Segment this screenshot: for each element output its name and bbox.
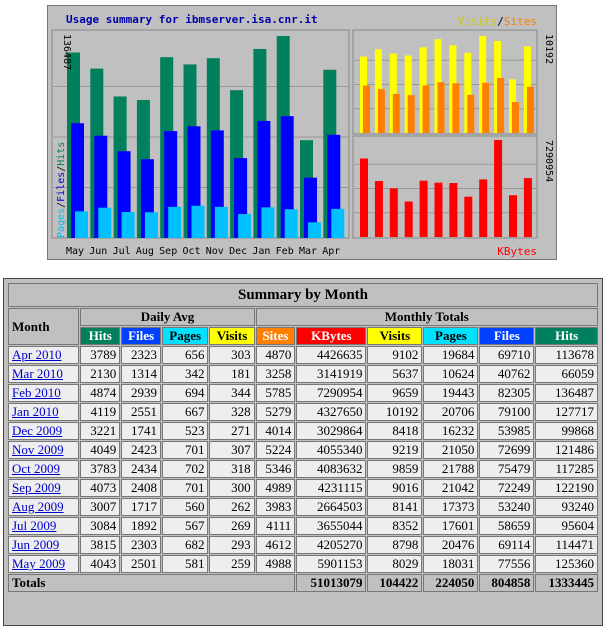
main-axis-max-label: 136487: [61, 34, 72, 71]
main-legend: Pages/Files/Hits: [56, 141, 67, 238]
value-cell: 7290954: [296, 384, 366, 402]
table-row: [8, 460, 598, 478]
month-cell: [8, 441, 79, 459]
value-cell: 8798: [367, 536, 422, 554]
value-cell: 701: [162, 441, 209, 459]
value-cell: 21050: [423, 441, 478, 459]
value-cell: 9859: [367, 460, 422, 478]
value-cell: 5637: [367, 365, 422, 383]
value-cell: 3141919: [296, 365, 366, 383]
value-cell: 2434: [121, 460, 161, 478]
value-cell: 4327650: [296, 403, 366, 421]
value-cell: 682: [162, 536, 209, 554]
legend-sites: Sites: [503, 15, 537, 28]
month-link[interactable]: Apr 2010: [12, 347, 62, 362]
value-cell: 117285: [535, 460, 598, 478]
daily-avg-header: Daily Avg: [80, 308, 254, 326]
visits-sites-legend: Visits/Sites: [457, 15, 537, 28]
bar-kbytes-jun: [375, 181, 383, 237]
value-cell: 8141: [367, 498, 422, 516]
table-row: [8, 479, 598, 497]
value-cell: 8418: [367, 422, 422, 440]
value-cell: 99868: [535, 422, 598, 440]
value-cell: 567: [162, 517, 209, 535]
value-cell: 4043: [80, 555, 120, 573]
bar-kbytes-aug: [405, 202, 413, 237]
value-cell: 19684: [423, 346, 478, 364]
value-cell: 4119: [80, 403, 120, 421]
col-header-monthly-pages: Pages: [423, 327, 478, 345]
month-cell: [8, 384, 79, 402]
value-cell: 2323: [121, 346, 161, 364]
value-cell: 82305: [479, 384, 534, 402]
value-cell: 300: [209, 479, 254, 497]
legend-files: Files: [56, 171, 67, 202]
bar-sites-mar: [512, 102, 519, 133]
table-row: [8, 365, 598, 383]
value-cell: 4049: [80, 441, 120, 459]
value-cell: 4426635: [296, 346, 366, 364]
value-cell: 4073: [80, 479, 120, 497]
bar-pages-aug: [145, 212, 158, 238]
x-tick-label: Oct: [182, 246, 201, 257]
x-tick-label: Apr: [322, 246, 341, 257]
value-cell: 9659: [367, 384, 422, 402]
table-row: [8, 384, 598, 402]
col-header-daily-pages: Pages: [162, 327, 209, 345]
x-tick-label: Feb: [275, 246, 294, 257]
value-cell: 93240: [535, 498, 598, 516]
month-cell: [8, 365, 79, 383]
month-link[interactable]: Aug 2009: [12, 499, 64, 514]
bar-pages-apr: [331, 209, 344, 238]
value-cell: 125360: [535, 555, 598, 573]
value-cell: 3029864: [296, 422, 366, 440]
bar-sites-oct: [438, 82, 445, 133]
legend-pages: Pages: [56, 207, 67, 238]
total-pages: 224050: [423, 574, 478, 592]
value-cell: 3983: [256, 498, 296, 516]
value-cell: 3789: [80, 346, 120, 364]
value-cell: 3655044: [296, 517, 366, 535]
table-row: [8, 517, 598, 535]
month-link[interactable]: May 2009: [12, 556, 66, 571]
table-body: [8, 346, 598, 573]
value-cell: 5224: [256, 441, 296, 459]
value-cell: 4014: [256, 422, 296, 440]
value-cell: 58659: [479, 517, 534, 535]
table-title: Summary by Month: [8, 283, 598, 307]
bar-kbytes-sep: [420, 181, 428, 237]
col-header-daily-visits: Visits: [209, 327, 254, 345]
value-cell: 271: [209, 422, 254, 440]
usage-chart-svg: [48, 6, 556, 259]
value-cell: 4988: [256, 555, 296, 573]
value-cell: 3007: [80, 498, 120, 516]
x-tick-label: Jan: [252, 246, 271, 257]
value-cell: 122190: [535, 479, 598, 497]
value-cell: 75479: [479, 460, 534, 478]
value-cell: 136487: [535, 384, 598, 402]
value-cell: 69114: [479, 536, 534, 554]
value-cell: 2303: [121, 536, 161, 554]
value-cell: 127717: [535, 403, 598, 421]
value-cell: 4870: [256, 346, 296, 364]
bar-kbytes-feb: [494, 140, 502, 237]
month-header: Month: [8, 308, 79, 345]
month-cell: [8, 536, 79, 554]
legend-hits: Hits: [56, 141, 67, 166]
table-row: [8, 498, 598, 516]
x-tick-label: Nov: [205, 246, 224, 257]
bar-sites-feb: [497, 78, 504, 133]
value-cell: 53240: [479, 498, 534, 516]
bar-sites-dec: [467, 95, 474, 133]
value-cell: 328: [209, 403, 254, 421]
value-cell: 72249: [479, 479, 534, 497]
month-link[interactable]: Nov 2009: [12, 442, 64, 457]
value-cell: 72699: [479, 441, 534, 459]
total-files: 804858: [479, 574, 534, 592]
bar-sites-jul: [393, 94, 400, 133]
col-header-daily-files: Files: [121, 327, 161, 345]
value-cell: 121486: [535, 441, 598, 459]
bar-kbytes-jul: [390, 188, 398, 237]
bar-kbytes-apr: [524, 178, 532, 237]
value-cell: 9219: [367, 441, 422, 459]
month-link[interactable]: Dec 2009: [12, 423, 63, 438]
month-cell: [8, 422, 79, 440]
value-cell: 5785: [256, 384, 296, 402]
value-cell: 9016: [367, 479, 422, 497]
month-link[interactable]: Feb 2010: [12, 385, 61, 400]
chart-title: Usage summary for ibmserver.isa.cnr.it: [66, 13, 318, 26]
value-cell: 17373: [423, 498, 478, 516]
value-cell: 4874: [80, 384, 120, 402]
value-cell: 4231115: [296, 479, 366, 497]
value-cell: 10192: [367, 403, 422, 421]
month-cell: [8, 479, 79, 497]
value-cell: 3783: [80, 460, 120, 478]
x-tick-label: Jul: [112, 246, 131, 257]
bar-pages-jan: [261, 207, 274, 238]
value-cell: 523: [162, 422, 209, 440]
value-cell: 10624: [423, 365, 478, 383]
month-link[interactable]: Jan 2010: [12, 404, 59, 419]
table-row: [8, 403, 598, 421]
value-cell: 262: [209, 498, 254, 516]
value-cell: 4111: [256, 517, 296, 535]
bar-pages-oct: [192, 206, 205, 238]
bar-sites-nov: [452, 83, 459, 133]
kbytes-axis-max-label: 7290954: [543, 140, 554, 183]
bar-kbytes-oct: [435, 183, 443, 237]
value-cell: 318: [209, 460, 254, 478]
col-header-monthly-visits: Visits: [367, 327, 422, 345]
value-cell: 17601: [423, 517, 478, 535]
bar-sites-sep: [423, 86, 430, 133]
month-link[interactable]: Jul 2009: [12, 518, 57, 533]
value-cell: 113678: [535, 346, 598, 364]
bar-pages-nov: [215, 207, 228, 238]
value-cell: 79100: [479, 403, 534, 421]
value-cell: 66059: [535, 365, 598, 383]
month-cell: [8, 498, 79, 516]
col-header-monthly-sites: Sites: [256, 327, 296, 345]
value-cell: 656: [162, 346, 209, 364]
month-cell: [8, 517, 79, 535]
value-cell: 269: [209, 517, 254, 535]
value-cell: 16232: [423, 422, 478, 440]
month-cell: [8, 460, 79, 478]
bar-kbytes-dec: [464, 197, 472, 237]
bar-sites-may: [363, 86, 370, 133]
value-cell: 694: [162, 384, 209, 402]
value-cell: 5901153: [296, 555, 366, 573]
value-cell: 4055340: [296, 441, 366, 459]
value-cell: 4205270: [296, 536, 366, 554]
summary-table: [7, 282, 599, 593]
value-cell: 2551: [121, 403, 161, 421]
value-cell: 702: [162, 460, 209, 478]
value-cell: 293: [209, 536, 254, 554]
value-cell: 581: [162, 555, 209, 573]
bar-sites-apr: [527, 87, 534, 133]
value-cell: 4989: [256, 479, 296, 497]
value-cell: 303: [209, 346, 254, 364]
bar-kbytes-mar: [509, 195, 517, 237]
legend-visits: Visits: [457, 15, 498, 28]
bar-kbytes-nov: [449, 183, 457, 237]
value-cell: 2408: [121, 479, 161, 497]
column-headers: [8, 327, 598, 345]
table-row: [8, 555, 598, 573]
value-cell: 5279: [256, 403, 296, 421]
totals-label: Totals: [8, 574, 295, 592]
usage-chart: [47, 5, 557, 260]
value-cell: 69710: [479, 346, 534, 364]
value-cell: 4083632: [296, 460, 366, 478]
month-cell: [8, 346, 79, 364]
col-header-monthly-files: Files: [479, 327, 534, 345]
value-cell: 18031: [423, 555, 478, 573]
visits-axis-max-label: 10192: [543, 34, 554, 65]
value-cell: 8029: [367, 555, 422, 573]
bar-pages-feb: [285, 209, 298, 238]
summary-by-month-panel: [3, 278, 603, 626]
value-cell: 667: [162, 403, 209, 421]
bar-sites-jan: [482, 83, 489, 133]
bar-kbytes-may: [360, 158, 368, 237]
legend-kbytes: KBytes: [497, 245, 537, 258]
x-tick-label: Sep: [159, 246, 178, 257]
value-cell: 259: [209, 555, 254, 573]
table-row: [8, 422, 598, 440]
value-cell: 560: [162, 498, 209, 516]
table-row: [8, 441, 598, 459]
value-cell: 2501: [121, 555, 161, 573]
value-cell: 19443: [423, 384, 478, 402]
x-tick-label: Aug: [135, 246, 154, 257]
bar-kbytes-jan: [479, 179, 487, 237]
month-link[interactable]: Jun 2009: [12, 537, 60, 552]
x-tick-label: Dec: [229, 246, 248, 257]
bar-sites-jun: [378, 89, 385, 133]
value-cell: 1717: [121, 498, 161, 516]
bar-pages-dec: [238, 214, 251, 238]
table-row: [8, 346, 598, 364]
value-cell: 342: [162, 365, 209, 383]
value-cell: 40762: [479, 365, 534, 383]
value-cell: 2939: [121, 384, 161, 402]
col-header-monthly-kbytes: KBytes: [296, 327, 366, 345]
month-cell: [8, 555, 79, 573]
value-cell: 307: [209, 441, 254, 459]
value-cell: 2130: [80, 365, 120, 383]
value-cell: 21788: [423, 460, 478, 478]
value-cell: 3084: [80, 517, 120, 535]
value-cell: 114471: [535, 536, 598, 554]
total-visits: 104422: [367, 574, 422, 592]
total-kbytes: 51013079: [296, 574, 366, 592]
bar-pages-sep: [168, 207, 181, 238]
bar-pages-mar: [308, 222, 321, 238]
bar-sites-aug: [408, 95, 415, 133]
value-cell: 2664503: [296, 498, 366, 516]
value-cell: 3258: [256, 365, 296, 383]
value-cell: 1741: [121, 422, 161, 440]
value-cell: 8352: [367, 517, 422, 535]
x-tick-label: Mar: [298, 246, 318, 257]
value-cell: 344: [209, 384, 254, 402]
month-cell: [8, 403, 79, 421]
value-cell: 1892: [121, 517, 161, 535]
value-cell: 2423: [121, 441, 161, 459]
col-header-daily-hits: Hits: [80, 327, 120, 345]
bar-pages-jun: [98, 208, 111, 238]
total-hits: 1333445: [535, 574, 598, 592]
value-cell: 95604: [535, 517, 598, 535]
value-cell: 20706: [423, 403, 478, 421]
x-tick-label: May: [65, 246, 85, 257]
value-cell: 20476: [423, 536, 478, 554]
month-link[interactable]: Mar 2010: [12, 366, 63, 381]
value-cell: 3815: [80, 536, 120, 554]
x-tick-label: Jun: [89, 246, 108, 257]
month-link[interactable]: Sep 2009: [12, 480, 61, 495]
value-cell: 181: [209, 365, 254, 383]
value-cell: 21042: [423, 479, 478, 497]
value-cell: 9102: [367, 346, 422, 364]
monthly-totals-header: Monthly Totals: [256, 308, 598, 326]
month-link[interactable]: Oct 2009: [12, 461, 61, 476]
col-header-monthly-hits: Hits: [535, 327, 598, 345]
value-cell: 701: [162, 479, 209, 497]
value-cell: 4612: [256, 536, 296, 554]
bar-pages-jul: [122, 212, 135, 238]
value-cell: 3221: [80, 422, 120, 440]
table-row: [8, 536, 598, 554]
value-cell: 5346: [256, 460, 296, 478]
value-cell: 1314: [121, 365, 161, 383]
bar-pages-may: [75, 211, 88, 238]
value-cell: 77556: [479, 555, 534, 573]
totals-row: [8, 574, 598, 592]
value-cell: 53985: [479, 422, 534, 440]
